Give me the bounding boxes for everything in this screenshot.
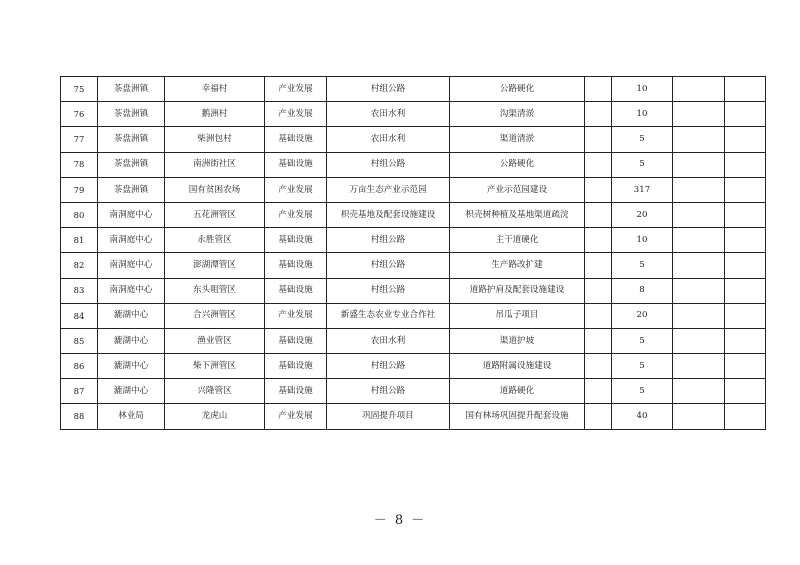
- amount-cell: 10: [612, 77, 673, 102]
- empty-cell: [585, 328, 612, 353]
- category-cell: 产业发展: [265, 303, 327, 328]
- page-number: － 8 －: [373, 513, 427, 528]
- empty-cell: [725, 152, 766, 177]
- unit-cell: 漉湖中心: [98, 328, 165, 353]
- project-type-cell: 村组公路: [327, 278, 450, 303]
- amount-cell: 10: [612, 102, 673, 127]
- project-type-cell: 农田水利: [327, 127, 450, 152]
- row-number-cell: 83: [61, 278, 98, 303]
- place-cell: 龙虎山: [165, 404, 265, 429]
- category-cell: 基础设施: [265, 354, 327, 379]
- content-cell: 生产路改扩建: [450, 253, 585, 278]
- content-cell: 主干道硬化: [450, 228, 585, 253]
- empty-cell: [673, 202, 725, 227]
- project-table: [60, 76, 766, 430]
- unit-cell: 茶盘洲镇: [98, 152, 165, 177]
- project-type-cell: 村组公路: [327, 77, 450, 102]
- amount-cell: 40: [612, 404, 673, 429]
- project-type-cell: 村组公路: [327, 228, 450, 253]
- empty-cell: [585, 102, 612, 127]
- empty-cell: [673, 328, 725, 353]
- empty-cell: [585, 303, 612, 328]
- empty-cell: [673, 354, 725, 379]
- empty-cell: [725, 127, 766, 152]
- table-row: [61, 303, 766, 328]
- place-cell: 幸福村: [165, 77, 265, 102]
- amount-cell: 317: [612, 177, 673, 202]
- category-cell: 产业发展: [265, 404, 327, 429]
- category-cell: 基础设施: [265, 278, 327, 303]
- category-cell: 基础设施: [265, 127, 327, 152]
- empty-cell: [725, 354, 766, 379]
- empty-cell: [725, 404, 766, 429]
- category-cell: 基础设施: [265, 328, 327, 353]
- content-cell: 道路附属设施建设: [450, 354, 585, 379]
- table-row: [61, 404, 766, 429]
- amount-cell: 8: [612, 278, 673, 303]
- unit-cell: 南洞庭中心: [98, 278, 165, 303]
- unit-cell: 漉湖中心: [98, 303, 165, 328]
- content-cell: 公路硬化: [450, 77, 585, 102]
- place-cell: 鹅洲村: [165, 102, 265, 127]
- table-row: [61, 228, 766, 253]
- category-cell: 基础设施: [265, 228, 327, 253]
- empty-cell: [585, 354, 612, 379]
- empty-cell: [725, 303, 766, 328]
- row-number-cell: 84: [61, 303, 98, 328]
- content-cell: 公路硬化: [450, 152, 585, 177]
- content-cell: 枳壳树种植及基地渠道疏浣: [450, 202, 585, 227]
- amount-cell: 20: [612, 202, 673, 227]
- empty-cell: [585, 202, 612, 227]
- table-row: [61, 202, 766, 227]
- category-cell: 产业发展: [265, 177, 327, 202]
- row-number-cell: 88: [61, 404, 98, 429]
- content-cell: 国有林场巩固提升配套设施: [450, 404, 585, 429]
- empty-cell: [673, 177, 725, 202]
- empty-cell: [673, 102, 725, 127]
- row-number-cell: 85: [61, 328, 98, 353]
- unit-cell: 林业局: [98, 404, 165, 429]
- project-type-cell: 村组公路: [327, 152, 450, 177]
- unit-cell: 茶盘洲镇: [98, 177, 165, 202]
- empty-cell: [673, 278, 725, 303]
- empty-cell: [585, 228, 612, 253]
- empty-cell: [725, 77, 766, 102]
- unit-cell: 茶盘洲镇: [98, 127, 165, 152]
- table-body: [61, 77, 766, 430]
- table-row: [61, 253, 766, 278]
- project-type-cell: 农田水利: [327, 102, 450, 127]
- table-row: [61, 152, 766, 177]
- empty-cell: [673, 404, 725, 429]
- row-number-cell: 86: [61, 354, 98, 379]
- unit-cell: 南洞庭中心: [98, 228, 165, 253]
- project-type-cell: 巩固提升项目: [327, 404, 450, 429]
- empty-cell: [725, 278, 766, 303]
- empty-cell: [585, 253, 612, 278]
- content-cell: 渠道清淤: [450, 127, 585, 152]
- place-cell: 东头咀管区: [165, 278, 265, 303]
- empty-cell: [585, 77, 612, 102]
- table-row: [61, 127, 766, 152]
- project-type-cell: 枳壳基地及配套设施建设: [327, 202, 450, 227]
- category-cell: 基础设施: [265, 253, 327, 278]
- amount-cell: 5: [612, 253, 673, 278]
- project-type-cell: 农田水利: [327, 328, 450, 353]
- place-cell: 澎湖潭管区: [165, 253, 265, 278]
- empty-cell: [725, 328, 766, 353]
- content-cell: 道路护肩及配套设施建设: [450, 278, 585, 303]
- empty-cell: [725, 253, 766, 278]
- amount-cell: 5: [612, 354, 673, 379]
- category-cell: 基础设施: [265, 379, 327, 404]
- empty-cell: [725, 228, 766, 253]
- table-row: [61, 177, 766, 202]
- project-type-cell: 村组公路: [327, 253, 450, 278]
- place-cell: 柴下洲管区: [165, 354, 265, 379]
- unit-cell: 茶盘洲镇: [98, 77, 165, 102]
- table-row: [61, 328, 766, 353]
- empty-cell: [673, 253, 725, 278]
- empty-cell: [725, 177, 766, 202]
- empty-cell: [673, 127, 725, 152]
- amount-cell: 20: [612, 303, 673, 328]
- unit-cell: 漉湖中心: [98, 379, 165, 404]
- unit-cell: 南洞庭中心: [98, 202, 165, 227]
- row-number-cell: 79: [61, 177, 98, 202]
- table-row: [61, 278, 766, 303]
- content-cell: 吊瓜子项目: [450, 303, 585, 328]
- place-cell: 兴隆管区: [165, 379, 265, 404]
- row-number-cell: 80: [61, 202, 98, 227]
- row-number-cell: 82: [61, 253, 98, 278]
- row-number-cell: 87: [61, 379, 98, 404]
- row-number-cell: 76: [61, 102, 98, 127]
- unit-cell: 茶盘洲镇: [98, 102, 165, 127]
- empty-cell: [673, 379, 725, 404]
- empty-cell: [673, 152, 725, 177]
- empty-cell: [673, 77, 725, 102]
- empty-cell: [725, 379, 766, 404]
- category-cell: 产业发展: [265, 202, 327, 227]
- unit-cell: 南洞庭中心: [98, 253, 165, 278]
- place-cell: 柴洲包村: [165, 127, 265, 152]
- table-row: [61, 379, 766, 404]
- amount-cell: 5: [612, 152, 673, 177]
- content-cell: 渠道护坡: [450, 328, 585, 353]
- empty-cell: [585, 404, 612, 429]
- empty-cell: [585, 177, 612, 202]
- place-cell: 国有贫困农场: [165, 177, 265, 202]
- empty-cell: [585, 152, 612, 177]
- project-type-cell: 村组公路: [327, 354, 450, 379]
- row-number-cell: 81: [61, 228, 98, 253]
- table-row: [61, 102, 766, 127]
- empty-cell: [725, 202, 766, 227]
- unit-cell: 漉湖中心: [98, 354, 165, 379]
- empty-cell: [585, 379, 612, 404]
- row-number-cell: 77: [61, 127, 98, 152]
- category-cell: 产业发展: [265, 102, 327, 127]
- place-cell: 五花洲管区: [165, 202, 265, 227]
- project-type-cell: 万亩生态产业示范园: [327, 177, 450, 202]
- empty-cell: [725, 102, 766, 127]
- place-cell: 渔业管区: [165, 328, 265, 353]
- empty-cell: [585, 278, 612, 303]
- amount-cell: 5: [612, 328, 673, 353]
- empty-cell: [585, 127, 612, 152]
- table-row: [61, 77, 766, 102]
- category-cell: 基础设施: [265, 152, 327, 177]
- row-number-cell: 78: [61, 152, 98, 177]
- empty-cell: [673, 303, 725, 328]
- amount-cell: 5: [612, 379, 673, 404]
- row-number-cell: 75: [61, 77, 98, 102]
- content-cell: 沟渠清淤: [450, 102, 585, 127]
- category-cell: 产业发展: [265, 77, 327, 102]
- amount-cell: 5: [612, 127, 673, 152]
- project-type-cell: 新盛生态农业专业合作社: [327, 303, 450, 328]
- content-cell: 产业示范园建设: [450, 177, 585, 202]
- place-cell: 南洲街社区: [165, 152, 265, 177]
- empty-cell: [673, 228, 725, 253]
- table-row: [61, 354, 766, 379]
- place-cell: 永胜管区: [165, 228, 265, 253]
- content-cell: 道路硬化: [450, 379, 585, 404]
- place-cell: 合兴洲管区: [165, 303, 265, 328]
- project-type-cell: 村组公路: [327, 379, 450, 404]
- amount-cell: 10: [612, 228, 673, 253]
